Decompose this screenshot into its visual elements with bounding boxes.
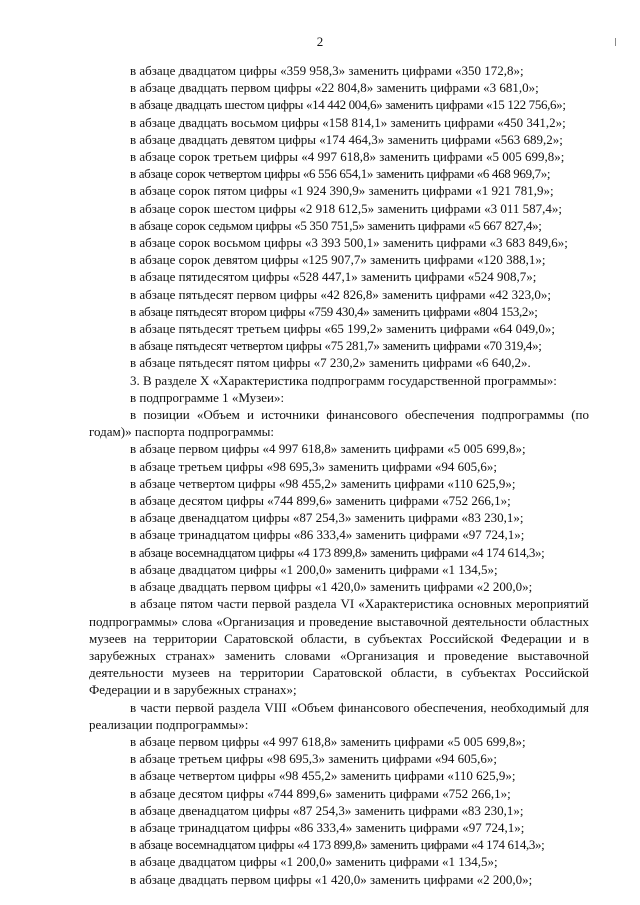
amendment-list-c (89, 733, 589, 888)
amendment-list-a (89, 62, 589, 372)
list-item: в абзаце тринадцатом цифры «86 333,4» заменить цифрами «97 724,1»; (130, 527, 525, 543)
list-item: в абзаце третьем цифры «98 695,3» заменить цифрами «94 605,6»; (130, 751, 498, 767)
list-item: в абзаце двадцать девятом цифры «174 464,3» заменить цифрами «563 689,2»; (130, 131, 563, 147)
list-item: в абзаце сорок шестом цифры «2 918 612,5» заменить цифрами «3 011 587,4»; (130, 200, 563, 216)
list-item: в абзаце сорок седьмом цифры «5 350 751,5» заменить цифрами «5 667 827,4»; (130, 217, 542, 233)
list-item: в абзаце десятом цифры «744 899,6» заменить цифрами «752 266,1»; (130, 785, 511, 801)
list-item: в абзаце тринадцатом цифры «86 333,4» заменить цифрами «97 724,1»; (130, 819, 525, 835)
list-item: в абзаце двадцать шестом цифры «14 442 004,6» заменить цифрами «15 122 756,6»; (130, 97, 566, 113)
list-item: в абзаце пятидесятом цифры «528 447,1» заменить цифрами «524 908,7»; (130, 269, 537, 285)
list-item: в абзаце двадцать восьмом цифры «158 814,1» заменить цифрами «450 341,2»; (130, 114, 566, 130)
list-item: в абзаце двенадцатом цифры «87 254,3» заменить цифрами «83 230,1»; (130, 802, 524, 818)
list-item: в абзаце двадцатом цифры «1 200,0» заменить цифрами «1 134,5»; (130, 561, 498, 577)
list-item: в абзаце сорок девятом цифры «125 907,7» заменить цифрами «120 388,1»; (130, 252, 546, 268)
list-item: в абзаце сорок восьмом цифры «3 393 500,1» заменить цифрами «3 683 849,6»; (130, 235, 568, 251)
list-item: в абзаце сорок четвертом цифры «6 556 654,1» заменить цифрами «6 468 969,7»; (130, 166, 551, 182)
position-paragraph: в позиции «Объем и источники финансового обеспечения подпрограммы (по годам)» паспорта подпрограммы: (89, 407, 589, 440)
list-item: в абзаце двадцать первом цифры «1 420,0» заменить цифрами «2 200,0»; (130, 871, 533, 887)
list-item: в абзаце восемнадцатом цифры «4 173 899,8» заменить цифрами «4 174 614,3»; (130, 544, 545, 560)
list-item: в абзаце двадцать первом цифры «1 420,0» заменить цифрами «2 200,0»; (130, 579, 533, 595)
list-item: в абзаце четвертом цифры «98 455,2» заменить цифрами «110 625,9»; (130, 475, 516, 491)
list-item: в абзаце двенадцатом цифры «87 254,3» заменить цифрами «83 230,1»; (130, 510, 524, 526)
list-item: в абзаце пятьдесят пятом цифры «7 230,2» заменить цифрами «6 640,2». (130, 355, 531, 371)
list-item: в абзаце первом цифры «4 997 618,8» заменить цифрами «5 005 699,8»; (130, 733, 526, 749)
list-item: в абзаце двадцатом цифры «1 200,0» заменить цифрами «1 134,5»; (130, 854, 498, 870)
amendment-list-b (89, 440, 589, 595)
section-viii-paragraph: в части первой раздела VIII «Объем финансового обеспечения, необходимый для реализации подпрограммы»: (89, 699, 589, 732)
scan-mark (615, 38, 616, 46)
list-item: в абзаце двадцать первом цифры «22 804,8» заменить цифрами «3 681,0»; (130, 80, 539, 96)
list-item: в абзаце пятьдесят первом цифры «42 826,8» заменить цифрами «42 323,0»; (130, 286, 551, 302)
list-item: в абзаце восемнадцатом цифры «4 173 899,8» заменить цифрами «4 174 614,3»; (130, 837, 545, 853)
list-item: в абзаце первом цифры «4 997 618,8» заменить цифрами «5 005 699,8»; (130, 441, 526, 457)
list-item: в абзаце четвертом цифры «98 455,2» заменить цифрами «110 625,9»; (130, 768, 516, 784)
list-item: в абзаце пятьдесят втором цифры «759 430,4» заменить цифрами «804 153,2»; (130, 303, 538, 319)
list-item: в абзаце пятьдесят третьем цифры «65 199,2» заменить цифрами «64 049,0»; (130, 321, 555, 337)
subprogram-line: в подпрограмме 1 «Музеи»: (130, 389, 285, 405)
list-item: в абзаце сорок третьем цифры «4 997 618,8» заменить цифрами «5 005 699,8»; (130, 149, 565, 165)
document-body (89, 62, 589, 888)
section-heading: 3. В разделе X «Характеристика подпрограмм государственной программы»: (130, 372, 557, 388)
list-item: в абзаце сорок пятом цифры «1 924 390,9» заменить цифрами «1 921 781,9»; (130, 183, 554, 199)
section-vi-paragraph: в абзаце пятом части первой раздела VI «Характеристика основных мероприятий подпрограммы» слова «Организация и проведение выставочной деятельности областных музеев на территории Саратовской области, в субъектах Российской Федерации и в зарубежных странах» заменить словами «Организация и проведение выставочной деятельности музеев на территории Саратовской области, в субъектах Российской Федерации и в зарубежных странах»; (89, 596, 589, 698)
list-item: в абзаце двадцатом цифры «359 958,3» заменить цифрами «350 172,8»; (130, 63, 524, 78)
list-item: в абзаце десятом цифры «744 899,6» заменить цифрами «752 266,1»; (130, 493, 511, 509)
page-number: 2 (316, 34, 324, 49)
list-item: в абзаце третьем цифры «98 695,3» заменить цифрами «94 605,6»; (130, 458, 498, 474)
list-item: в абзаце пятьдесят четвертом цифры «75 281,7» заменить цифрами «70 319,4»; (130, 338, 542, 354)
